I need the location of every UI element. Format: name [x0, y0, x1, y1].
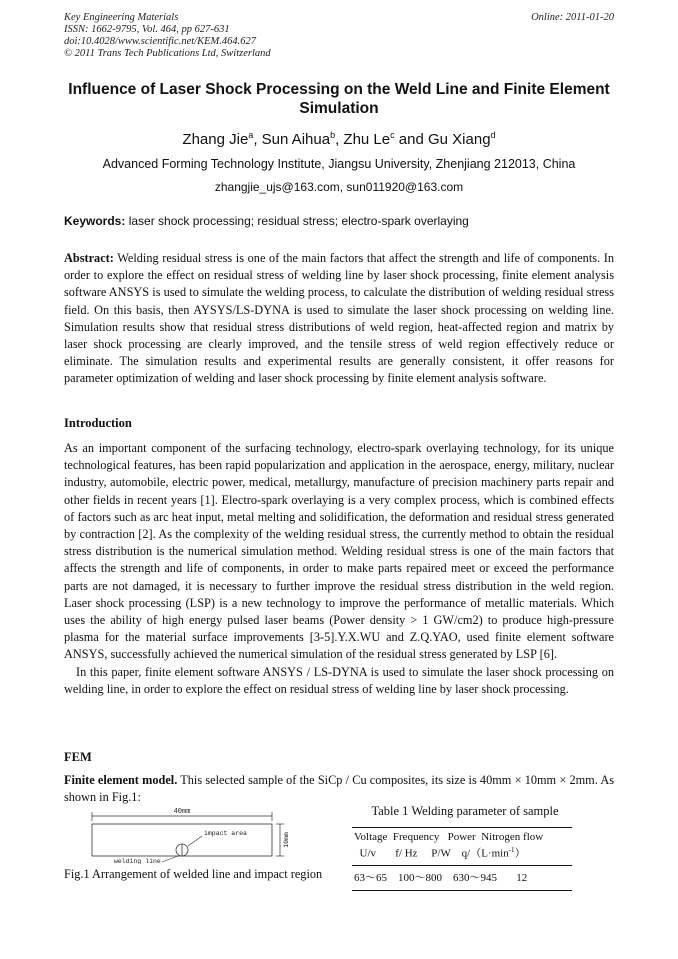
abstract	[64, 250, 614, 388]
keywords	[64, 214, 614, 228]
fem-label: Finite element model.	[64, 773, 178, 787]
table-header-units: U/v f/ Hz P/W q/（L·min	[354, 847, 509, 860]
table-row: 63～65 100～800 630～945 12	[354, 871, 528, 884]
table-title: Table 1 Welding parameter of sample	[371, 804, 559, 818]
author-mark: c	[390, 130, 395, 140]
author-mark: b	[330, 130, 336, 140]
issn-line: ISSN: 1662-9795, Vol. 464, pp 627-631	[64, 24, 230, 35]
journal-name: Key Engineering Materials	[64, 12, 179, 23]
author-emails: zhangjie_ujs@163.com, sun011920@163.com	[214, 180, 464, 194]
welding-line-label: welding line	[114, 858, 161, 864]
table-header-line	[354, 844, 572, 861]
table-bottom-rule	[352, 890, 572, 891]
author-mark: a	[248, 130, 254, 140]
copyright-line: © 2011 Trans Tech Publications Ltd, Switzerland	[64, 48, 271, 59]
author-name: Sun Aihua	[261, 131, 331, 148]
paper-title: Influence of Laser Shock Processing on the Weld Line and Finite Element Simulation	[68, 81, 610, 117]
introduction-paragraph: In this paper, finite element software ANSYS / LS-DYNA is used to simulate the laser shock processing on welding line, in order to explore the effect on residual stress of welding line by laser shock processing.	[64, 664, 614, 696]
fem-text: This selected sample of the SiCp / Cu composites, its size is 40mm × 10mm × 2mm. As shown in Fig.1:	[64, 773, 614, 805]
author-separator: and	[394, 131, 428, 148]
fem-heading: FEM	[64, 750, 92, 764]
author-separator: ,	[335, 131, 344, 148]
author-name: Zhang Jie	[182, 131, 249, 148]
online-date: Online: 2011-01-20	[531, 12, 614, 23]
length-label: 40mm	[173, 808, 191, 816]
fem-paragraph	[64, 772, 614, 806]
table-header-line: Voltage Frequency Power Nitrogen flow	[354, 831, 544, 843]
keywords-label: Keywords:	[64, 214, 126, 228]
weld-leader	[162, 856, 178, 862]
table-header-close: ）	[514, 847, 526, 860]
introduction-body	[64, 440, 614, 698]
table-1	[352, 804, 572, 891]
doi-line: doi:10.4028/www.scientific.net/KEM.464.627	[64, 36, 256, 47]
journal-header	[64, 12, 271, 60]
table-header-exponent: -1	[508, 846, 515, 854]
introduction-paragraph: As an important component of the surfacing technology, electro-spark overlaying technology, for its unique technological features, has been rapid popularization and application in the aerospace, energy, military, nuclear industry, automobile, electric power, medical, metallurgy, manufacture of precision machinery parts repair and other fields in recent years [1]. Electro-spark overlaying is a very complex process, which is combined effects of factors such as arc heat input, metal melting and solidification, the deformation and residual stress generated by contraction [2]. As the complexity of the welding residual stress, the currently method to obtain the residual stress distribution is the numerical simulation method. Welding residual stress is one of the main factors that affects the strength and life of components, in order to make parts repaired meet or exceed the performance parts are not damaged, it is necessary to further improve the residual stress distribution in the weld region. Laser shock processing (LSP) is a new technology to improve the performance of metallic materials. Which uses the ability of high energy pulsed laser beams (Power density > 1 GW/cm2) to produce high-pressure plasma for the material surface improvements [3-5].Y.X.WU and Z.Q.YAO, used finite element software ANSYS, successfully achieved the numerical simulation of the residual stress generated by LSP [6].	[64, 441, 614, 662]
author-name: Zhu Le	[343, 131, 391, 148]
width-label: 10mm	[283, 832, 290, 848]
figure-1-diagram	[84, 806, 294, 864]
author-name: Gu Xiang	[428, 131, 491, 148]
affiliation: Advanced Forming Technology Institute, Jiangsu University, Zhenjiang 212013, China	[102, 157, 576, 171]
impact-leader	[188, 836, 202, 846]
table-header	[352, 828, 572, 865]
keywords-text: laser shock processing; residual stress; electro-spark overlaying	[125, 214, 469, 228]
author-mark: d	[490, 130, 496, 140]
figure-1-caption: Fig.1 Arrangement of welded line and impact region	[64, 867, 323, 881]
abstract-text: Welding residual stress is one of the main factors that affect the strength and life of components. In order to explore the effect on residual stress of welding line by laser shock processing, finite element analysis software ANSYS is used to simulate the welding process, to calculate the distribution of welding residual stress field. On this basis, then AYSYS/LS-DYNA is used to simulate the laser shock processing on welding line. Simulation results show that residual stress distributions of weld region, heat-affected region and matrix by laser shock processing are clearly improved, and the tensile stress of weld region effectively reduce or eliminate. The simulation results and experimental results are generally consistent, it offer reasons for parameter optimization of welding and laser shock processing by finite element analysis software.	[64, 251, 614, 386]
abstract-label: Abstract:	[64, 251, 114, 265]
impact-area-label: impact area	[204, 830, 247, 837]
introduction-heading: Introduction	[64, 416, 132, 430]
author-separator: ,	[253, 131, 262, 148]
author-list	[64, 130, 614, 148]
